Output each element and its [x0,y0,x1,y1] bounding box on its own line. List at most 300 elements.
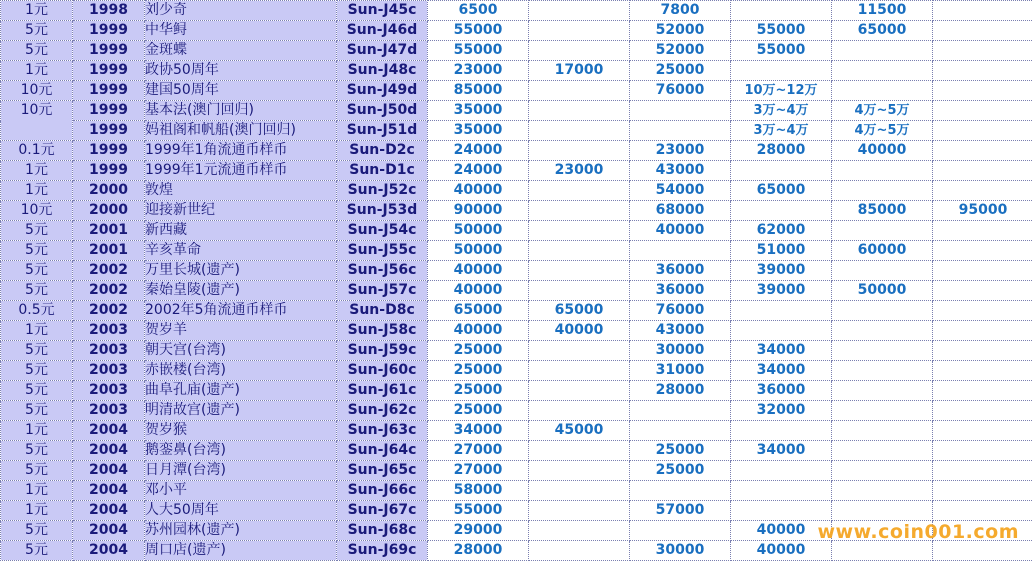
price-cell-6 [933,81,1033,101]
price-cell-2 [529,241,630,261]
table-row [1,1,1033,21]
price-cell-2 [529,441,630,461]
price-cell-2 [529,201,630,221]
catalog-number-cell: Sun-J54c [337,221,428,241]
price-cell-2 [529,381,630,401]
price-cell-1: 25000 [428,381,529,401]
year-cell: 1999 [73,61,145,81]
table-row [1,261,1033,281]
denomination-cell: 10元 [1,81,73,101]
table-row [1,61,1033,81]
price-cell-5 [832,401,933,421]
price-cell-4: 39000 [731,281,832,301]
denomination-cell: 5元 [1,281,73,301]
table-row [1,301,1033,321]
price-cell-3 [630,121,731,141]
price-cell-4: 34000 [731,441,832,461]
price-cell-2 [529,461,630,481]
price-cell-1: 55000 [428,501,529,521]
denomination-cell: 1元 [1,321,73,341]
price-cell-4: 3万~4万 [731,121,832,141]
catalog-number-cell: Sun-J64c [337,441,428,461]
price-cell-6 [933,461,1033,481]
price-cell-1: 50000 [428,241,529,261]
price-cell-3: 23000 [630,141,731,161]
price-cell-3: 30000 [630,341,731,361]
price-cell-4: 40000 [731,541,832,561]
price-cell-4 [731,321,832,341]
watermark-logo: www.coin001.com [817,521,1019,543]
price-cell-5 [832,441,933,461]
catalog-number-cell: Sun-J53d [337,201,428,221]
year-cell: 1998 [73,1,145,21]
table-row [1,541,1033,561]
price-cell-3: 57000 [630,501,731,521]
price-cell-4: 34000 [731,341,832,361]
catalog-number-cell: Sun-J61c [337,381,428,401]
table-row [1,161,1033,181]
denomination-cell: 5元 [1,521,73,541]
price-cell-2: 23000 [529,161,630,181]
year-cell: 2000 [73,181,145,201]
denomination-cell: 1元 [1,501,73,521]
coin-name-cell: 2002年5角流通币样币 [145,301,337,321]
denomination-cell: 1元 [1,181,73,201]
price-cell-6 [933,361,1033,381]
catalog-number-cell: Sun-J58c [337,321,428,341]
price-cell-1: 40000 [428,321,529,341]
price-cell-6 [933,221,1033,241]
table-row [1,101,1033,121]
price-cell-3: 68000 [630,201,731,221]
price-cell-1: 50000 [428,221,529,241]
price-cell-6 [933,381,1033,401]
year-cell: 1999 [73,21,145,41]
price-cell-2 [529,521,630,541]
price-cell-5 [832,61,933,81]
denomination-cell: 1元 [1,481,73,501]
year-cell: 2003 [73,381,145,401]
coin-name-cell: 政协50周年 [145,61,337,81]
table-body [1,1,1033,561]
price-cell-2 [529,481,630,501]
price-cell-5: 11500 [832,1,933,21]
table-row [1,341,1033,361]
year-cell: 2004 [73,421,145,441]
coin-name-cell: 新西藏 [145,221,337,241]
catalog-number-cell: Sun-J59c [337,341,428,361]
price-cell-3: 40000 [630,221,731,241]
coin-name-cell: 贺岁猴 [145,421,337,441]
price-cell-6 [933,41,1033,61]
catalog-number-cell: Sun-J69c [337,541,428,561]
table-row [1,501,1033,521]
denomination-cell: 10元 [1,201,73,221]
year-cell: 2001 [73,221,145,241]
catalog-number-cell: Sun-J50d [337,101,428,121]
price-cell-1: 27000 [428,461,529,481]
denomination-cell: 5元 [1,361,73,381]
price-cell-3: 36000 [630,281,731,301]
price-cell-1: 55000 [428,41,529,61]
price-cell-4 [731,161,832,181]
table-row [1,281,1033,301]
price-cell-1: 25000 [428,341,529,361]
price-cell-3: 52000 [630,41,731,61]
price-cell-6 [933,1,1033,21]
price-cell-5: 40000 [832,141,933,161]
price-cell-2 [529,541,630,561]
price-cell-2 [529,281,630,301]
price-cell-4: 39000 [731,261,832,281]
price-cell-1: 23000 [428,61,529,81]
price-cell-4: 32000 [731,401,832,421]
price-cell-4 [731,201,832,221]
price-cell-4: 40000 [731,521,832,541]
price-cell-5 [832,181,933,201]
year-cell: 2002 [73,281,145,301]
denomination-cell: 5元 [1,241,73,261]
price-cell-5: 85000 [832,201,933,221]
denomination-cell: 5元 [1,541,73,561]
price-cell-1: 25000 [428,361,529,381]
price-cell-2: 45000 [529,421,630,441]
price-cell-1: 35000 [428,121,529,141]
price-cell-1: 24000 [428,161,529,181]
denomination-cell: 1元 [1,421,73,441]
price-cell-2: 65000 [529,301,630,321]
price-cell-6 [933,141,1033,161]
price-cell-6 [933,341,1033,361]
price-cell-6 [933,241,1033,261]
price-cell-3 [630,401,731,421]
year-cell: 2003 [73,321,145,341]
table-row [1,221,1033,241]
denomination-cell: 5元 [1,401,73,421]
price-cell-2 [529,261,630,281]
coin-name-cell: 周口店(遗产) [145,541,337,561]
year-cell: 2004 [73,441,145,461]
price-cell-6 [933,281,1033,301]
coin-name-cell: 赤嵌楼(台湾) [145,361,337,381]
coin-name-cell: 妈祖阁和帆船(澳门回归) [145,121,337,141]
coin-name-cell: 人大50周年 [145,501,337,521]
catalog-number-cell: Sun-J46d [337,21,428,41]
catalog-number-cell: Sun-D2c [337,141,428,161]
price-cell-4: 62000 [731,221,832,241]
price-cell-5 [832,81,933,101]
price-cell-4: 65000 [731,181,832,201]
price-cell-6 [933,501,1033,521]
table-row [1,461,1033,481]
price-cell-1: 90000 [428,201,529,221]
price-cell-3: 43000 [630,321,731,341]
price-cell-2 [529,101,630,121]
price-cell-1: 28000 [428,541,529,561]
table-row [1,381,1033,401]
denomination-cell: 5元 [1,21,73,41]
price-cell-4 [731,501,832,521]
denomination-cell: 5元 [1,381,73,401]
coin-name-cell: 辛亥革命 [145,241,337,261]
year-cell: 2004 [73,481,145,501]
price-cell-2 [529,81,630,101]
catalog-number-cell: Sun-J62c [337,401,428,421]
catalog-number-cell: Sun-J66c [337,481,428,501]
price-cell-1: 85000 [428,81,529,101]
price-cell-1: 35000 [428,101,529,121]
price-cell-6 [933,61,1033,81]
table-row [1,241,1033,261]
coin-name-cell: 朝天宫(台湾) [145,341,337,361]
price-cell-5 [832,461,933,481]
coin-name-cell: 日月潭(台湾) [145,461,337,481]
coin-name-cell: 建国50周年 [145,81,337,101]
price-cell-1: 65000 [428,301,529,321]
price-cell-5 [832,381,933,401]
price-cell-2 [529,181,630,201]
price-cell-1: 55000 [428,21,529,41]
price-cell-4: 36000 [731,381,832,401]
catalog-number-cell: Sun-J67c [337,501,428,521]
denomination-cell: 5元 [1,221,73,241]
year-cell: 2004 [73,541,145,561]
denomination-cell: 5元 [1,341,73,361]
price-cell-5 [832,221,933,241]
denomination-cell: 0.1元 [1,141,73,161]
price-cell-5 [832,261,933,281]
denomination-cell: 10元 [1,101,73,141]
price-cell-2 [529,41,630,61]
price-cell-4: 3万~4万 [731,101,832,121]
year-cell: 2002 [73,261,145,281]
catalog-number-cell: Sun-J65c [337,461,428,481]
price-cell-4 [731,481,832,501]
price-cell-2 [529,141,630,161]
price-cell-5 [832,161,933,181]
table-row [1,121,1033,141]
price-cell-3: 28000 [630,381,731,401]
year-cell: 2004 [73,521,145,541]
coin-name-cell: 中华鲟 [145,21,337,41]
denomination-cell: 1元 [1,1,73,21]
price-cell-1: 29000 [428,521,529,541]
price-cell-5 [832,361,933,381]
price-cell-6 [933,441,1033,461]
price-cell-5: 4万~5万 [832,121,933,141]
year-cell: 1999 [73,161,145,181]
price-cell-6 [933,421,1033,441]
price-cell-3 [630,481,731,501]
year-cell: 1999 [73,101,145,121]
coin-name-cell: 万里长城(遗产) [145,261,337,281]
coin-name-cell: 贺岁羊 [145,321,337,341]
table-row [1,181,1033,201]
price-cell-3 [630,421,731,441]
price-cell-4 [731,61,832,81]
denomination-cell: 5元 [1,41,73,61]
catalog-number-cell: Sun-J63c [337,421,428,441]
coin-name-cell: 邓小平 [145,481,337,501]
price-cell-3: 7800 [630,1,731,21]
table-row [1,141,1033,161]
price-cell-1: 6500 [428,1,529,21]
catalog-number-cell: Sun-J49d [337,81,428,101]
price-cell-6 [933,121,1033,141]
price-cell-3: 52000 [630,21,731,41]
price-cell-4 [731,461,832,481]
table-row [1,421,1033,441]
price-cell-6 [933,21,1033,41]
denomination-cell: 5元 [1,261,73,281]
price-cell-5 [832,481,933,501]
price-cell-2 [529,1,630,21]
coin-name-cell: 迎接新世纪 [145,201,337,221]
table-row [1,441,1033,461]
price-cell-5 [832,421,933,441]
price-cell-5 [832,301,933,321]
catalog-number-cell: Sun-J47d [337,41,428,61]
denomination-cell: 1元 [1,161,73,181]
coin-name-cell: 基本法(澳门回归) [145,101,337,121]
catalog-number-cell: Sun-J48c [337,61,428,81]
table-row [1,321,1033,341]
table-row [1,21,1033,41]
catalog-number-cell: Sun-J57c [337,281,428,301]
price-cell-1: 24000 [428,141,529,161]
price-cell-3 [630,521,731,541]
denomination-cell: 0.5元 [1,301,73,321]
coin-name-cell: 秦始皇陵(遗产) [145,281,337,301]
coin-name-cell: 刘少奇 [145,1,337,21]
price-cell-3 [630,241,731,261]
price-cell-6 [933,321,1033,341]
price-cell-4: 55000 [731,21,832,41]
price-cell-6 [933,401,1033,421]
price-cell-3: 30000 [630,541,731,561]
price-cell-5 [832,341,933,361]
year-cell: 2003 [73,361,145,381]
price-cell-6 [933,101,1033,121]
price-cell-6 [933,261,1033,281]
price-cell-6 [933,301,1033,321]
table-row [1,481,1033,501]
price-cell-3: 31000 [630,361,731,381]
year-cell: 2004 [73,501,145,521]
price-cell-2 [529,21,630,41]
price-cell-5: 65000 [832,21,933,41]
price-cell-2 [529,401,630,421]
coin-name-cell: 1999年1角流通币样币 [145,141,337,161]
price-cell-3: 76000 [630,81,731,101]
year-cell: 2003 [73,401,145,421]
year-cell: 1999 [73,81,145,101]
price-cell-4: 28000 [731,141,832,161]
price-cell-1: 40000 [428,261,529,281]
price-cell-3: 43000 [630,161,731,181]
coin-name-cell: 曲阜孔庙(遗产) [145,381,337,401]
price-cell-5 [832,501,933,521]
catalog-number-cell: Sun-D8c [337,301,428,321]
price-cell-1: 27000 [428,441,529,461]
year-cell: 1999 [73,141,145,161]
price-cell-5: 4万~5万 [832,101,933,121]
price-cell-3: 25000 [630,61,731,81]
price-cell-2 [529,341,630,361]
year-cell: 1999 [73,41,145,61]
catalog-number-cell: Sun-J68c [337,521,428,541]
denomination-cell: 5元 [1,441,73,461]
price-cell-3: 25000 [630,461,731,481]
coin-name-cell: 鹅銮鼻(台湾) [145,441,337,461]
price-cell-2 [529,221,630,241]
price-cell-3: 76000 [630,301,731,321]
price-cell-2 [529,501,630,521]
catalog-number-cell: Sun-D1c [337,161,428,181]
price-cell-5: 50000 [832,281,933,301]
year-cell: 2001 [73,241,145,261]
coin-name-cell: 明清故宫(遗产) [145,401,337,421]
table-row [1,201,1033,221]
price-cell-3: 36000 [630,261,731,281]
price-cell-2: 17000 [529,61,630,81]
coin-name-cell: 苏州园林(遗产) [145,521,337,541]
price-cell-6 [933,181,1033,201]
price-cell-2: 40000 [529,321,630,341]
catalog-number-cell: Sun-J56c [337,261,428,281]
price-cell-4: 10万~12万 [731,81,832,101]
price-cell-1: 25000 [428,401,529,421]
price-cell-4 [731,1,832,21]
catalog-number-cell: Sun-J52c [337,181,428,201]
price-cell-4 [731,421,832,441]
price-cell-1: 40000 [428,281,529,301]
price-cell-6: 95000 [933,201,1033,221]
catalog-number-cell: Sun-J45c [337,1,428,21]
price-cell-5 [832,321,933,341]
denomination-cell: 1元 [1,61,73,81]
price-cell-4 [731,301,832,321]
year-cell: 2004 [73,461,145,481]
price-cell-3 [630,101,731,121]
table-row [1,41,1033,61]
price-cell-1: 58000 [428,481,529,501]
price-cell-3: 54000 [630,181,731,201]
table-row [1,81,1033,101]
coin-name-cell: 1999年1元流通币样币 [145,161,337,181]
year-cell: 2003 [73,341,145,361]
denomination-cell: 5元 [1,461,73,481]
price-cell-5: 60000 [832,241,933,261]
catalog-number-cell: Sun-J60c [337,361,428,381]
price-cell-6 [933,481,1033,501]
table-row [1,361,1033,381]
table-row [1,401,1033,421]
catalog-number-cell: Sun-J55c [337,241,428,261]
price-cell-3: 25000 [630,441,731,461]
price-cell-1: 40000 [428,181,529,201]
price-cell-4: 51000 [731,241,832,261]
price-cell-4: 34000 [731,361,832,381]
price-cell-6 [933,161,1033,181]
price-cell-6 [933,541,1033,561]
price-cell-5 [832,541,933,561]
price-cell-2 [529,361,630,381]
year-cell: 2000 [73,201,145,221]
price-cell-4: 55000 [731,41,832,61]
year-cell: 2002 [73,301,145,321]
price-cell-5 [832,41,933,61]
